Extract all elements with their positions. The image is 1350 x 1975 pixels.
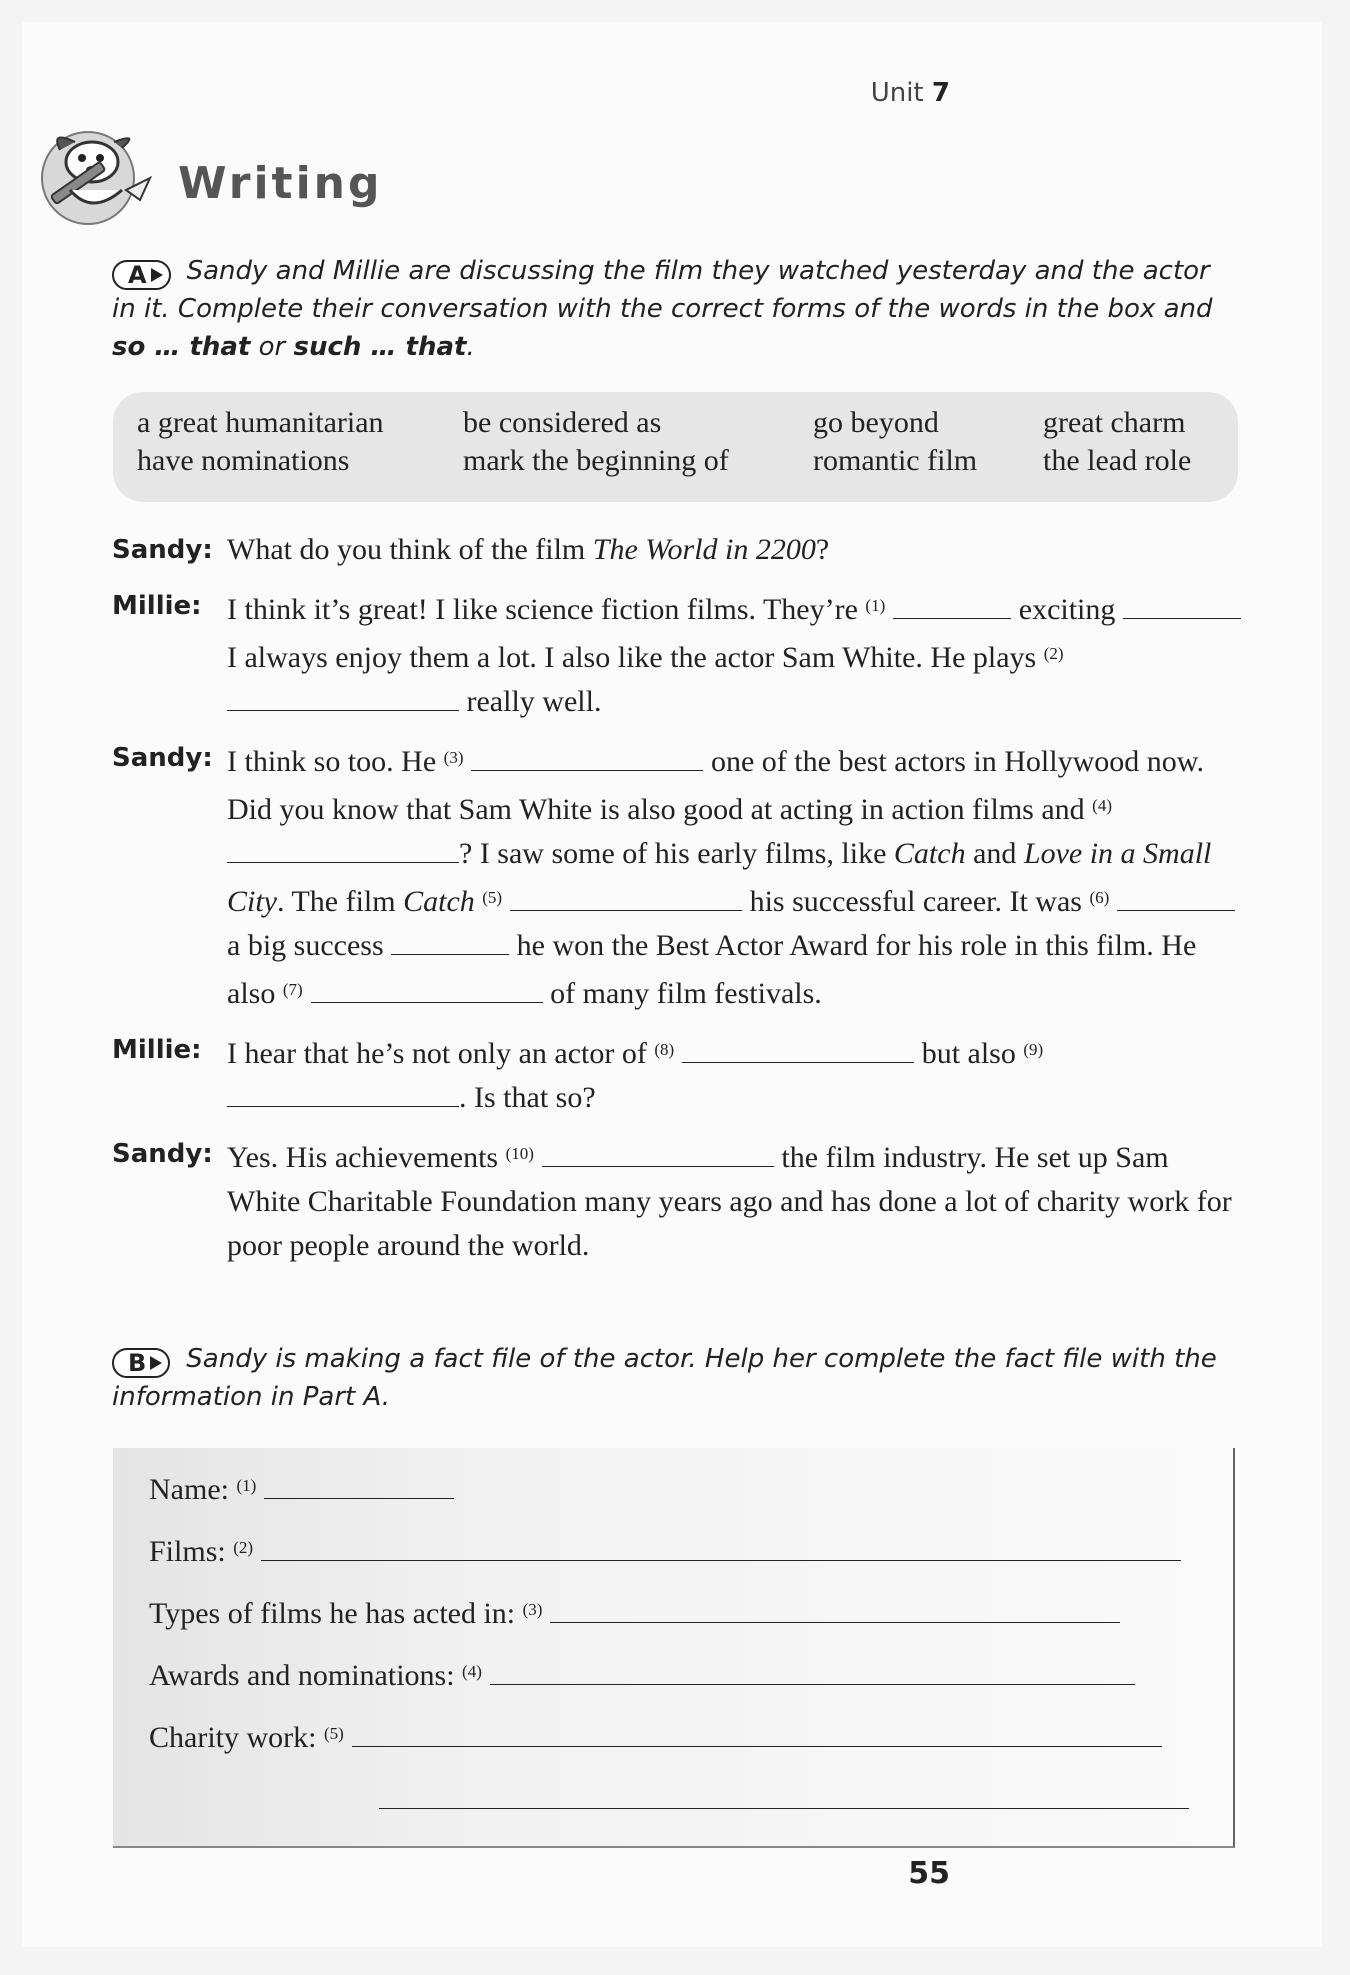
- word-box-item: romantic film: [813, 444, 978, 477]
- dialog-line: I think so too. He $^{(3)}$ one of the best actors in Hollywood now. Did you know that Sam White is also good at acting in action films and $^{(4)}$? I saw some of his early films, like Catch and Love in a Small City. The film Catch $^{(5)}$ his successful career. It was $^{(6)}$ a big success he won the Best Actor Award for his role in this film. He also $^{(7)}$ of many film festivals.: [227, 736, 1247, 1016]
- word-box-item: a great humanitarian: [137, 406, 384, 439]
- fact-row-types: Types of films he has acted in: $^{(3)}$: [149, 1594, 1120, 1631]
- fact-row-name: Name: $^{(1)}$: [149, 1470, 454, 1507]
- dialog-turn: [112, 584, 1252, 724]
- fact-row-charity: Charity work: $^{(5)}$: [149, 1718, 1162, 1755]
- word-box: [113, 392, 1238, 502]
- part-b-badge: B: [112, 1348, 170, 1378]
- part-b-instruction: B Sandy is making a fact file of the actor. Help her complete the fact file with the information in Part A.: [112, 1344, 1217, 1412]
- answer-blank[interactable]: [352, 1718, 1162, 1747]
- answer-blank[interactable]: [311, 974, 543, 1003]
- fact-row-films: Films: $^{(2)}$: [149, 1532, 1181, 1569]
- dialog-line: I think it’s great! I like science fiction films. They’re $^{(1)}$ exciting I always enjoy them a lot. I also like the actor Sam White. He plays $^{(2)}$ really well.: [227, 584, 1247, 724]
- speaker-name: Millie:: [112, 1035, 202, 1065]
- page-number: 55: [908, 1856, 950, 1891]
- speaker-name: Sandy:: [112, 743, 213, 773]
- dialog-turn: [112, 736, 1252, 1016]
- answer-blank[interactable]: [490, 1656, 1135, 1685]
- answer-blank[interactable]: [471, 742, 703, 771]
- word-box-item: have nominations: [137, 444, 350, 477]
- answer-blank[interactable]: [1123, 590, 1241, 619]
- answer-blank[interactable]: [227, 1078, 459, 1107]
- answer-blank[interactable]: [227, 834, 459, 863]
- part-a-instruction: A Sandy and Millie are discussing the film they watched yesterday and the actor in it. Complete their conversation with the correct forms of the words in the box and so … that or such … that.: [112, 256, 1213, 362]
- answer-blank[interactable]: [261, 1532, 1181, 1561]
- answer-blank[interactable]: [264, 1470, 454, 1499]
- dialog: [112, 528, 1252, 1280]
- answer-blank[interactable]: [510, 882, 742, 911]
- word-box-item: be considered as: [463, 406, 662, 439]
- dialog-turn: [112, 528, 1252, 572]
- speaker-name: Millie:: [112, 591, 202, 621]
- speaker-name: Sandy:: [112, 535, 213, 565]
- speaker-name: Sandy:: [112, 1139, 213, 1169]
- word-box-item: great charm: [1043, 406, 1186, 439]
- part-a-badge: A: [112, 260, 171, 290]
- answer-blank[interactable]: [227, 682, 459, 711]
- answer-blank[interactable]: [1117, 882, 1235, 911]
- fact-row-charity-extra-line: [379, 1780, 1189, 1817]
- section-title: Writing: [178, 158, 383, 209]
- answer-blank[interactable]: [379, 1780, 1189, 1809]
- word-box-item: mark the beginning of: [463, 444, 729, 477]
- fact-row-awards: Awards and nominations: $^{(4)}$: [149, 1656, 1135, 1693]
- dialog-line: What do you think of the film The World in 2200?: [227, 533, 830, 566]
- answer-blank[interactable]: [893, 590, 1011, 619]
- fact-file: [113, 1448, 1235, 1848]
- answer-blank[interactable]: [682, 1034, 914, 1063]
- dialog-line: Yes. His achievements $^{(10)}$ the film industry. He set up Sam White Charitable Foundation many years ago and has done a lot of charity work for poor people around the world.: [227, 1132, 1247, 1268]
- dog-mascot-icon: [30, 120, 160, 230]
- dialog-turn: [112, 1028, 1252, 1120]
- answer-blank[interactable]: [391, 926, 509, 955]
- word-box-item: go beyond: [813, 406, 939, 439]
- answer-blank[interactable]: [550, 1594, 1120, 1623]
- dialog-turn: [112, 1132, 1252, 1268]
- answer-blank[interactable]: [542, 1138, 774, 1167]
- unit-label: Unit 7: [870, 78, 950, 108]
- word-box-item: the lead role: [1043, 444, 1192, 477]
- dialog-line: I hear that he’s not only an actor of $^{(8)}$ but also $^{(9)}$. Is that so?: [227, 1028, 1247, 1120]
